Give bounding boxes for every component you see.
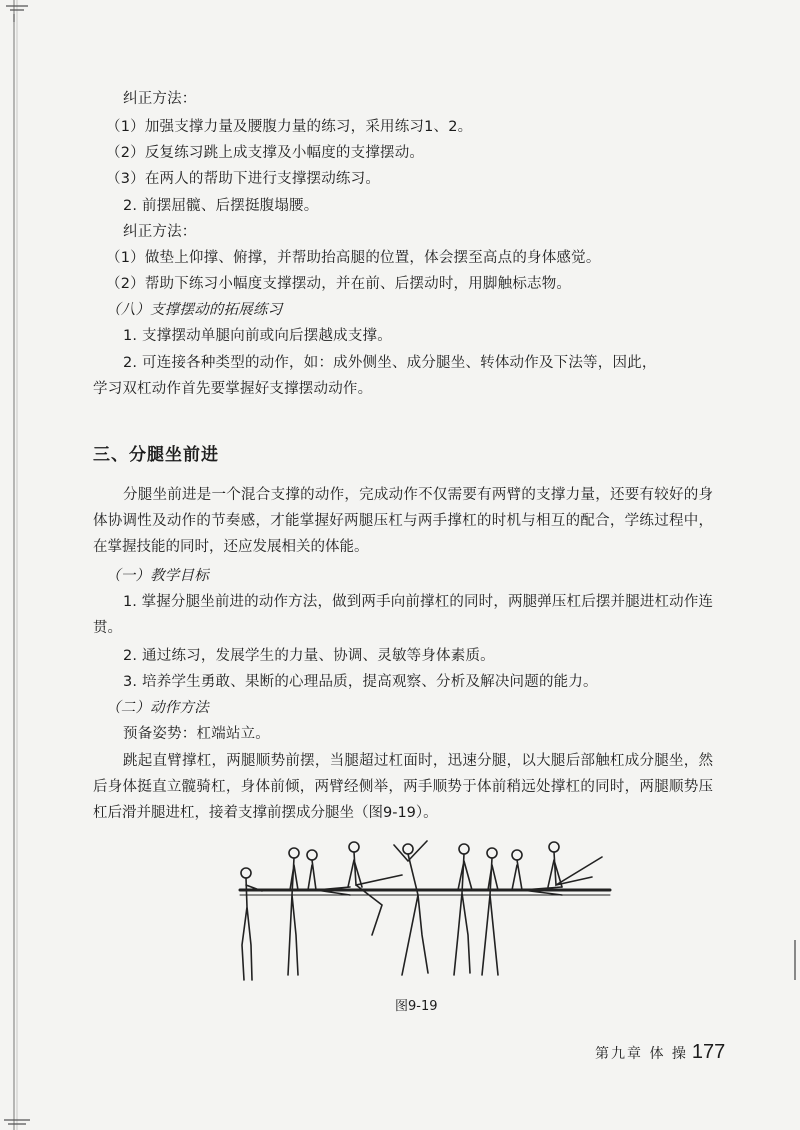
page-footer <box>595 1041 725 1064</box>
correction-item-4: （1）做垫上仰撑、俯撑，并帮助抬高腿的位置，体会摆至高点的身体感觉。 <box>106 250 601 266</box>
prep-posture: 预备姿势：杠端站立。 <box>123 726 270 742</box>
figure-caption: 图9-19 <box>395 999 438 1014</box>
section-title: 三、分腿坐前进 <box>93 445 219 465</box>
correction-item-5: （2）帮助下练习小幅度支撑摆动，并在前、后摆动时，用脚触标志物。 <box>106 276 572 292</box>
chapter-label: 第九章 体 操 <box>595 1046 688 1062</box>
objectives-heading: （一）教学目标 <box>106 568 209 584</box>
subheading-extension: （八）支撑摆动的拓展练习 <box>106 302 283 318</box>
extension-item-2: 2. 可连接各种类型的动作，如：成外侧坐、成分腿坐、转体动作及下法等，因此， <box>123 355 657 371</box>
error-item-2: 2. 前摆屈髋、后摆挺腹塌腰。 <box>123 198 319 214</box>
correction-item-2: （2）反复练习跳上成支撑及小幅度的支撑摆动。 <box>106 145 425 161</box>
extension-item-1: 1. 支撑摆动单腿向前或向后摆越成支撑。 <box>123 328 392 344</box>
page-number: 177 <box>691 1041 726 1063</box>
correction-item-1: （1）加强支撑力量及腰腹力量的练习，采用练习1、2。 <box>106 119 473 135</box>
method-paragraph: 跳起直臂撑杠，两腿顺势前摆，当腿超过杠面时，迅速分腿，以大腿后部触杠成分腿坐，然后身体挺直立髋骑杠，身体前倾，两臂经侧举，两手顺势于体前稍远处撑杠的同时，两腿顺势压杠后滑并腿进杠，接着支撑前摆成分腿坐（图9-19）。 <box>93 753 713 821</box>
edge-mark <box>794 940 796 980</box>
objective-1: 1. 掌握分腿坐前进的动作方法，做到两手向前撑杠的同时，两腿弹压杠后摆并腿进杠动作连贯。 <box>93 594 713 636</box>
correction-method-label-1: 纠正方法： <box>123 91 197 107</box>
binding-edge <box>0 0 36 1130</box>
objective-3: 3. 培养学生勇敢、果断的心理品质，提高观察、分析及解决问题的能力。 <box>123 674 598 690</box>
correction-method-label-2: 纠正方法： <box>123 224 197 240</box>
correction-item-3: （3）在两人的帮助下进行支撑摆动练习。 <box>106 171 381 187</box>
extension-item-2-cont: 学习双杠动作首先要掌握好支撑摆动动作。 <box>93 381 373 397</box>
gymnast-sequence-figure <box>232 835 612 990</box>
objective-2: 2. 通过练习，发展学生的力量、协调、灵敏等身体素质。 <box>123 648 495 664</box>
intro-paragraph: 分腿坐前进是一个混合支撑的动作，完成动作不仅需要有两臂的支撑力量，还要有较好的身体协调性及动作的节奏感，才能掌握好两腿压杠与两手撑杠的时机与相互的配合，学练过程中，在掌握技能的同时，还应发展相关的体能。 <box>93 487 713 555</box>
method-heading: （二）动作方法 <box>106 700 209 716</box>
